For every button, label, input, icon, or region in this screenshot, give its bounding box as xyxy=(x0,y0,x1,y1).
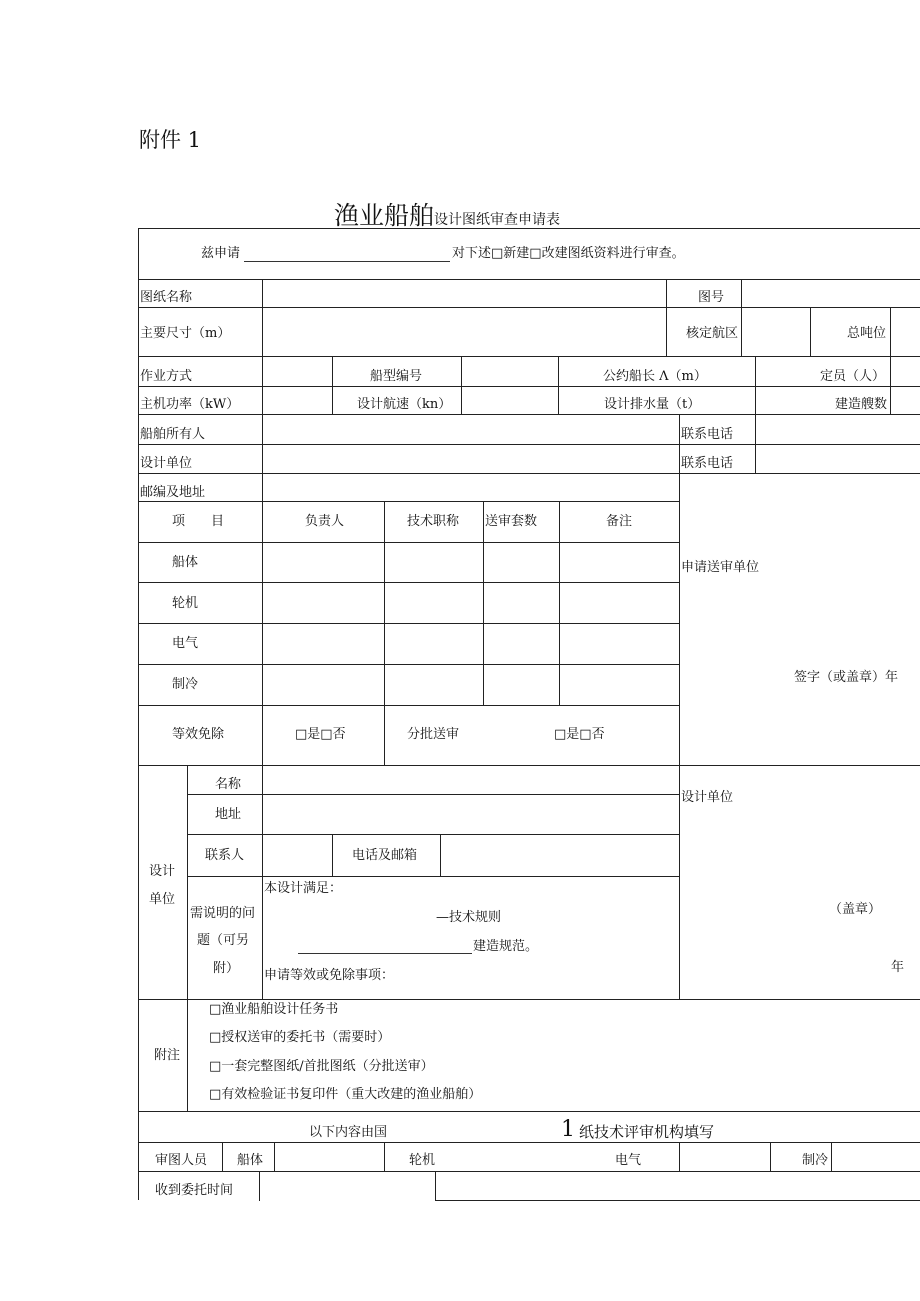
batch-checkbox[interactable]: □是□否 xyxy=(554,727,605,742)
footer-fill-suffix: 纸技术评审机构填写 xyxy=(579,1123,715,1141)
attachment-item-3[interactable]: □一套完整图纸/首批图纸（分批送审） xyxy=(209,1059,434,1074)
design-speed-label: 设计航速（kn） xyxy=(357,397,452,412)
owner-label: 船舶所有人 xyxy=(140,427,206,442)
items-header-title: 技术职称 xyxy=(407,514,460,529)
applicant-sign: 签字（或盖章）年 xyxy=(794,670,899,685)
items-row-hull: 船体 xyxy=(172,555,199,570)
design-stamp: （盖章） xyxy=(829,902,882,917)
design-phone-email-label: 电话及邮箱 xyxy=(352,848,418,863)
applicant-unit-label: 申请送审单位 xyxy=(681,560,760,575)
gross-tonnage-label: 总吨位 xyxy=(847,326,887,341)
review-refrig-label: 制冷 xyxy=(802,1153,829,1168)
displacement-label: 设计排水量（t） xyxy=(604,397,701,412)
items-row-engine: 轮机 xyxy=(172,596,199,611)
design-side-label-1: 设计 xyxy=(149,864,176,879)
design-side-label-2: 单位 xyxy=(149,892,176,907)
review-hull-label: 船体 xyxy=(237,1153,264,1168)
design-address-label: 地址 xyxy=(215,807,242,822)
hull-type-label: 船型编号 xyxy=(370,369,423,384)
design-notes-2: 题（可另 xyxy=(197,933,250,948)
received-time-label: 收到委托时间 xyxy=(155,1183,234,1198)
build-count-label: 建造艘数 xyxy=(835,397,888,412)
conv-length-label: 公约船长 Λ（m） xyxy=(603,369,707,384)
owner-phone-label: 联系电话 xyxy=(681,427,734,442)
design-unit-label: 设计单位 xyxy=(140,456,193,471)
operation-label: 作业方式 xyxy=(140,369,193,384)
crew-label: 定员（人） xyxy=(820,369,886,384)
form-title-sub: 设计图纸审查申请表 xyxy=(434,212,561,228)
footer-fill-prefix: 以下内容由国 xyxy=(309,1125,388,1140)
form-title-main: 渔业船舶 xyxy=(334,201,435,230)
applicant-blank[interactable] xyxy=(244,261,450,262)
design-name-label: 名称 xyxy=(215,777,242,792)
items-header-lead: 负责人 xyxy=(305,514,345,529)
design-phone-label: 联系电话 xyxy=(681,456,734,471)
items-header-item: 项 目 xyxy=(172,514,225,529)
equiv-checkbox[interactable]: □是□否 xyxy=(295,727,346,742)
applicant-suffix: 对下述□新建□改建图纸资料进行审查。 xyxy=(452,246,685,261)
attachment-item-2[interactable]: □授权送审的委托书（需要时） xyxy=(209,1030,391,1045)
form-title xyxy=(334,196,560,232)
items-row-electric: 电气 xyxy=(172,636,199,651)
attachment-label: 附件 1 xyxy=(139,128,202,152)
batch-label: 分批送审 xyxy=(407,727,460,742)
review-engine-label: 轮机 xyxy=(409,1153,436,1168)
design-year: 年 xyxy=(891,960,905,975)
engine-power-label: 主机功率（kW） xyxy=(140,397,240,412)
items-header-notes: 备注 xyxy=(606,514,633,529)
footer-fill-num: 1 xyxy=(561,1117,575,1142)
applicant-prefix: 兹申请 xyxy=(201,246,241,261)
nav-area-label: 核定航区 xyxy=(686,326,739,341)
drawing-name-label: 图纸名称 xyxy=(140,290,193,305)
main-dim-label: 主要尺寸（m） xyxy=(140,326,231,341)
items-row-refrig: 制冷 xyxy=(172,677,199,692)
attachments-label: 附注 xyxy=(154,1048,181,1063)
design-rules-blank[interactable] xyxy=(298,953,472,954)
design-contact-label: 联系人 xyxy=(205,848,245,863)
design-build-rules: 建造规范。 xyxy=(473,939,539,954)
design-notes-1: 需说明的问 xyxy=(190,906,256,921)
equiv-label: 等效免除 xyxy=(172,727,225,742)
design-equiv-items: 申请等效或免除事项： xyxy=(264,968,395,983)
design-unit-right-label: 设计单位 xyxy=(681,790,734,805)
attachment-item-1[interactable]: □渔业船舶设计任务书 xyxy=(209,1002,339,1017)
design-tech-rules: —技术规则 xyxy=(436,910,502,925)
design-notes-3: 附） xyxy=(213,961,240,976)
postcode-label: 邮编及地址 xyxy=(140,485,206,500)
review-electric-label: 电气 xyxy=(615,1153,642,1168)
attachment-item-4[interactable]: □有效检验证书复印件（重大改建的渔业船舶） xyxy=(209,1087,482,1102)
design-satisfy: 本设计满足： xyxy=(264,881,343,896)
reviewers-label: 审图人员 xyxy=(155,1153,208,1168)
items-header-sets: 送审套数 xyxy=(485,514,538,529)
drawing-no-label: 图号 xyxy=(698,290,725,305)
